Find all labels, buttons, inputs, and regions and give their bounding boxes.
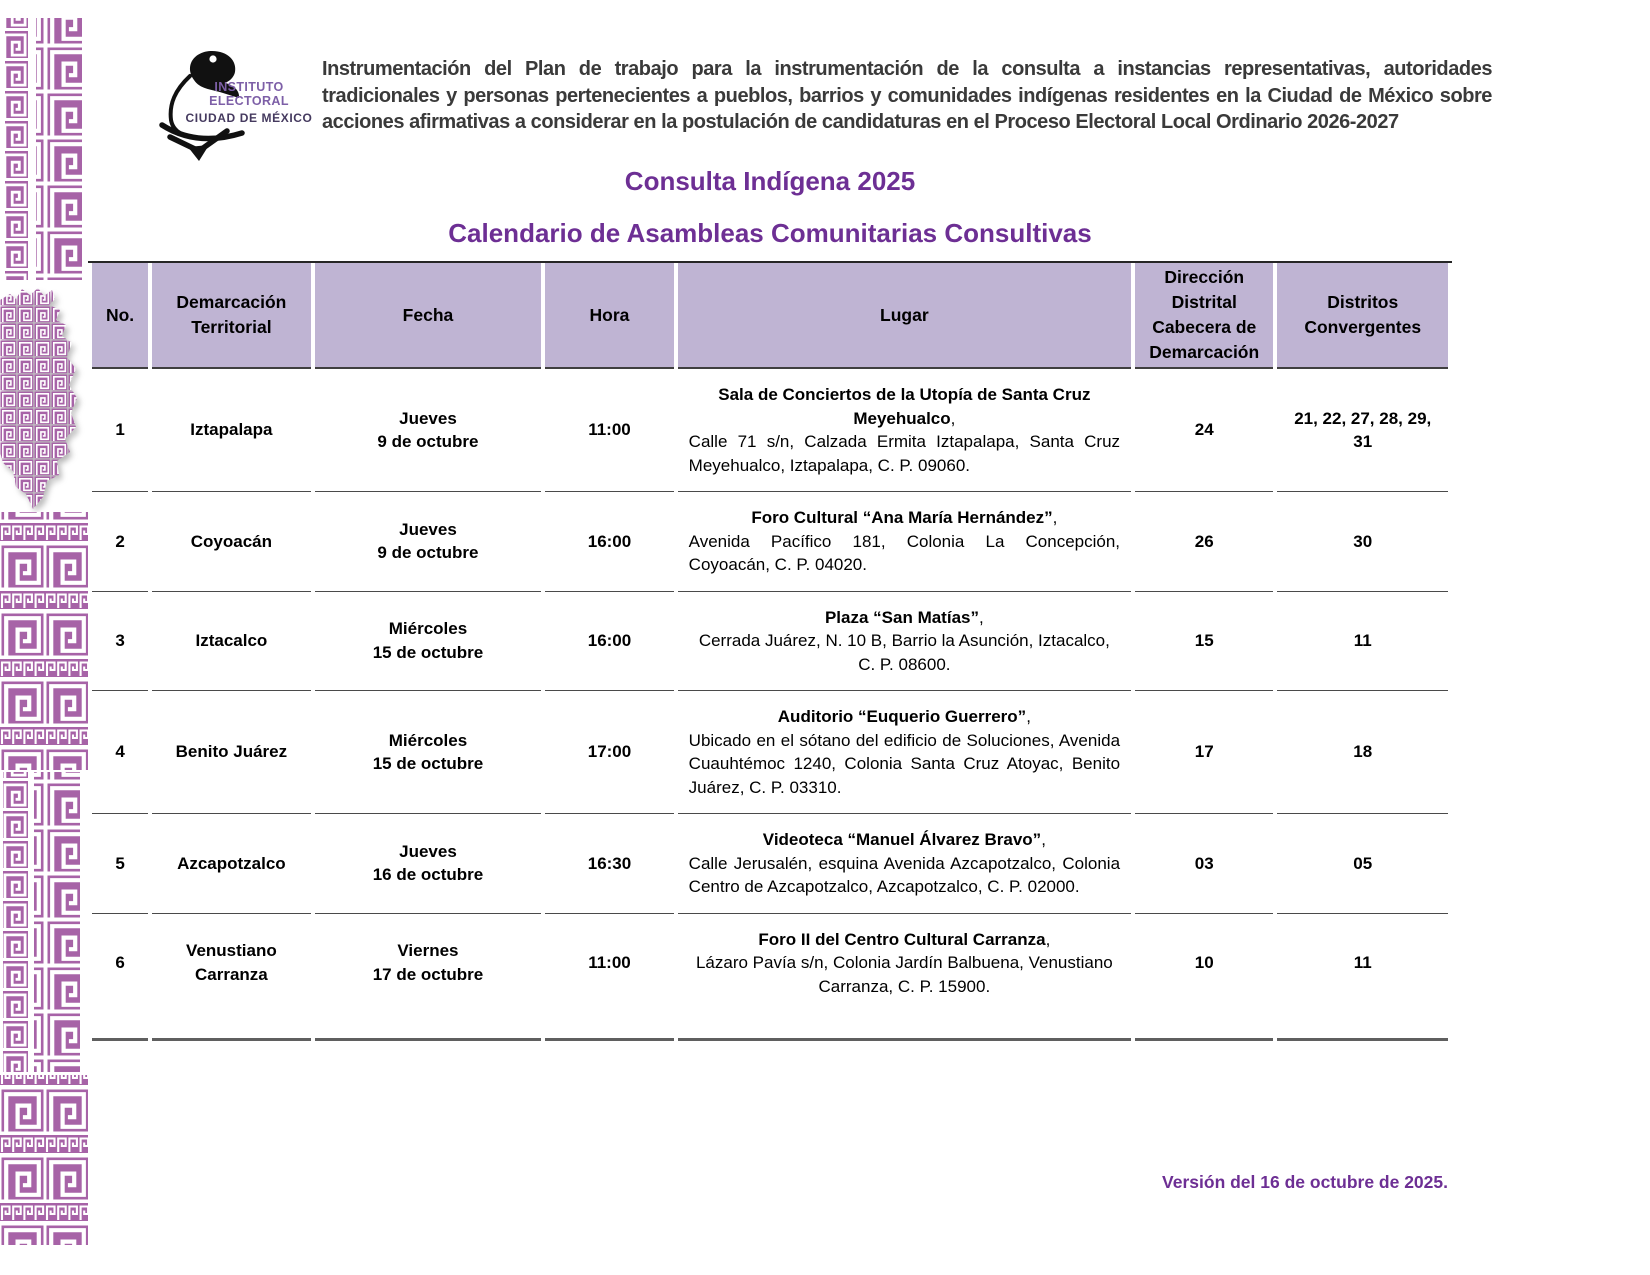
logo-text (178, 80, 320, 125)
version-note: Versión del 16 de octubre de 2025. (1162, 1172, 1448, 1192)
header-paragraph: Instrumentación del Plan de trabajo para la instrumentación de la consulta a instancias representativas, autoridades tradicionales y personas pertenecientes a pueblos, barrios y comunidades indígenas residentes en la Ciudad de México sobre acciones afirmativas a considerar en la postulación de candidaturas en el Proceso Electoral Local Ordinario 2026-2027 (322, 58, 1492, 133)
table-row (92, 914, 1448, 1042)
cell-hora: 16:00 (545, 492, 673, 592)
cell-direccion-distrital: 15 (1135, 592, 1273, 692)
fecha-dia: Miércoles (388, 619, 468, 639)
venue-name: Foro Cultural “Ana María Hernández”, (751, 508, 1058, 527)
cell-demarcacion: Venustiano Carranza (152, 914, 310, 1042)
venue-name: Auditorio “Euquerio Guerrero”, (777, 707, 1031, 726)
cell-no: 2 (92, 492, 148, 592)
cell-demarcacion: Iztacalco (152, 592, 310, 692)
cell-direccion-distrital: 17 (1135, 691, 1273, 814)
table-row (92, 592, 1448, 692)
venue-address: Calle 71 s/n, Calzada Ermita Iztapalapa, Santa Cruz Meyehualco, Iztapalapa, C. P. 09060. (688, 432, 1121, 475)
cell-lugar (678, 592, 1131, 692)
cell-direccion-distrital: 10 (1135, 914, 1273, 1042)
cell-direccion-distrital: 03 (1135, 814, 1273, 914)
cdmx-map-silhouette (0, 288, 77, 509)
fecha-fecha: 15 de octubre (372, 642, 484, 662)
column-header-demarcacion: Demarcación Territorial (152, 263, 310, 369)
cell-fecha (315, 914, 542, 1042)
cell-fecha (315, 592, 542, 692)
cell-lugar (678, 914, 1131, 1042)
table-row (92, 369, 1448, 492)
column-header-distritos-convergentes: Distritos Convergentes (1277, 263, 1448, 369)
cell-lugar (678, 369, 1131, 492)
cell-hora: 11:00 (545, 369, 673, 492)
cell-demarcacion: Coyoacán (152, 492, 310, 592)
venue-name: Sala de Conciertos de la Utopía de Santa Cruz Meyehualco, (718, 385, 1091, 428)
column-header-fecha: Fecha (315, 263, 542, 369)
cell-fecha (315, 492, 542, 592)
fecha-fecha: 15 de octubre (372, 754, 484, 773)
cell-distritos: 30 (1277, 492, 1448, 592)
schedule-table-wrap (88, 261, 1452, 1041)
table-row (92, 691, 1448, 814)
title-calendario: Calendario de Asambleas Comunitarias Consultivas (448, 218, 1092, 248)
column-header-no: No. (92, 263, 148, 369)
cell-hora: 16:30 (545, 814, 673, 914)
column-header-lugar: Lugar (678, 263, 1131, 369)
fecha-dia: Jueves (399, 841, 457, 861)
table-row (92, 814, 1448, 914)
venue-address: Lázaro Pavía s/n, Colonia Jardín Balbuena, Venustiano Carranza, C. P. 15900. (695, 953, 1113, 996)
cell-direccion-distrital: 24 (1135, 369, 1273, 492)
cell-demarcacion: Iztapalapa (152, 369, 310, 492)
column-header-direccion-distrital: Dirección Distrital Cabecera de Demarcación (1135, 263, 1273, 369)
fecha-fecha: 17 de octubre (372, 964, 484, 984)
cell-distritos: 11 (1277, 592, 1448, 692)
column-header-hora: Hora (545, 263, 673, 369)
cell-distritos: 05 (1277, 814, 1448, 914)
cell-hora: 11:00 (545, 914, 673, 1042)
cell-lugar (678, 492, 1131, 592)
logo-line-ciudad: CIUDAD DE MÉXICO (185, 111, 313, 125)
cell-demarcacion: Azcapotzalco (152, 814, 310, 914)
logo-line-instituto: INSTITUTO ELECTORAL (209, 80, 289, 108)
fecha-dia: Viernes (397, 941, 459, 961)
cell-no: 5 (92, 814, 148, 914)
cell-hora: 16:00 (545, 592, 673, 692)
cell-distritos: 11 (1277, 914, 1448, 1042)
venue-name: Plaza “San Matías”, (824, 607, 984, 627)
cell-hora: 17:00 (545, 691, 673, 814)
venue-name: Foro II del Centro Cultural Carranza, (758, 929, 1051, 949)
cell-direccion-distrital: 26 (1135, 492, 1273, 592)
cell-no: 1 (92, 369, 148, 492)
cell-distritos: 21, 22, 27, 28, 29, 31 (1277, 369, 1448, 492)
cell-no: 4 (92, 691, 148, 814)
venue-address: Avenida Pacífico 181, Colonia La Concepción, Coyoacán, C. P. 04020. (688, 531, 1121, 574)
venue-name: Videoteca “Manuel Álvarez Bravo”, (762, 830, 1046, 849)
venue-address: Cerrada Juárez, N. 10 B, Barrio la Asunción, Iztacalco, C. P. 08600. (698, 631, 1110, 674)
title-consulta-indigena: Consulta Indígena 2025 (624, 166, 916, 196)
cell-fecha (315, 369, 542, 492)
fecha-fecha: 16 de octubre (372, 865, 484, 885)
cell-distritos: 18 (1277, 691, 1448, 814)
cell-lugar (678, 814, 1131, 914)
fecha-dia: Miércoles (388, 730, 468, 750)
fecha-fecha: 9 de octubre (377, 432, 479, 451)
cell-fecha (315, 814, 542, 914)
fecha-dia: Jueves (399, 519, 457, 539)
iecm-logo (128, 46, 323, 164)
cell-fecha (315, 691, 542, 814)
table-header-row (92, 263, 1448, 369)
cell-no: 6 (92, 914, 148, 1042)
greca-border-decoration (0, 0, 95, 1275)
schedule-table (88, 263, 1452, 1041)
cell-no: 3 (92, 592, 148, 692)
venue-address: Ubicado en el sótano del edificio de Soluciones, Avenida Cuauhtémoc 1240, Colonia Santa Cruz Atoyac, Benito Juárez, C. P. 03310. (688, 730, 1121, 797)
cell-demarcacion: Benito Juárez (152, 691, 310, 814)
venue-address: Calle Jerusalén, esquina Avenida Azcapotzalco, Colonia Centro de Azcapotzalco, Azcapotzalco, C. P. 02000. (688, 853, 1121, 896)
table-row (92, 492, 1448, 592)
fecha-fecha: 9 de octubre (377, 543, 479, 563)
cell-lugar (678, 691, 1131, 814)
fecha-dia: Jueves (399, 408, 457, 428)
